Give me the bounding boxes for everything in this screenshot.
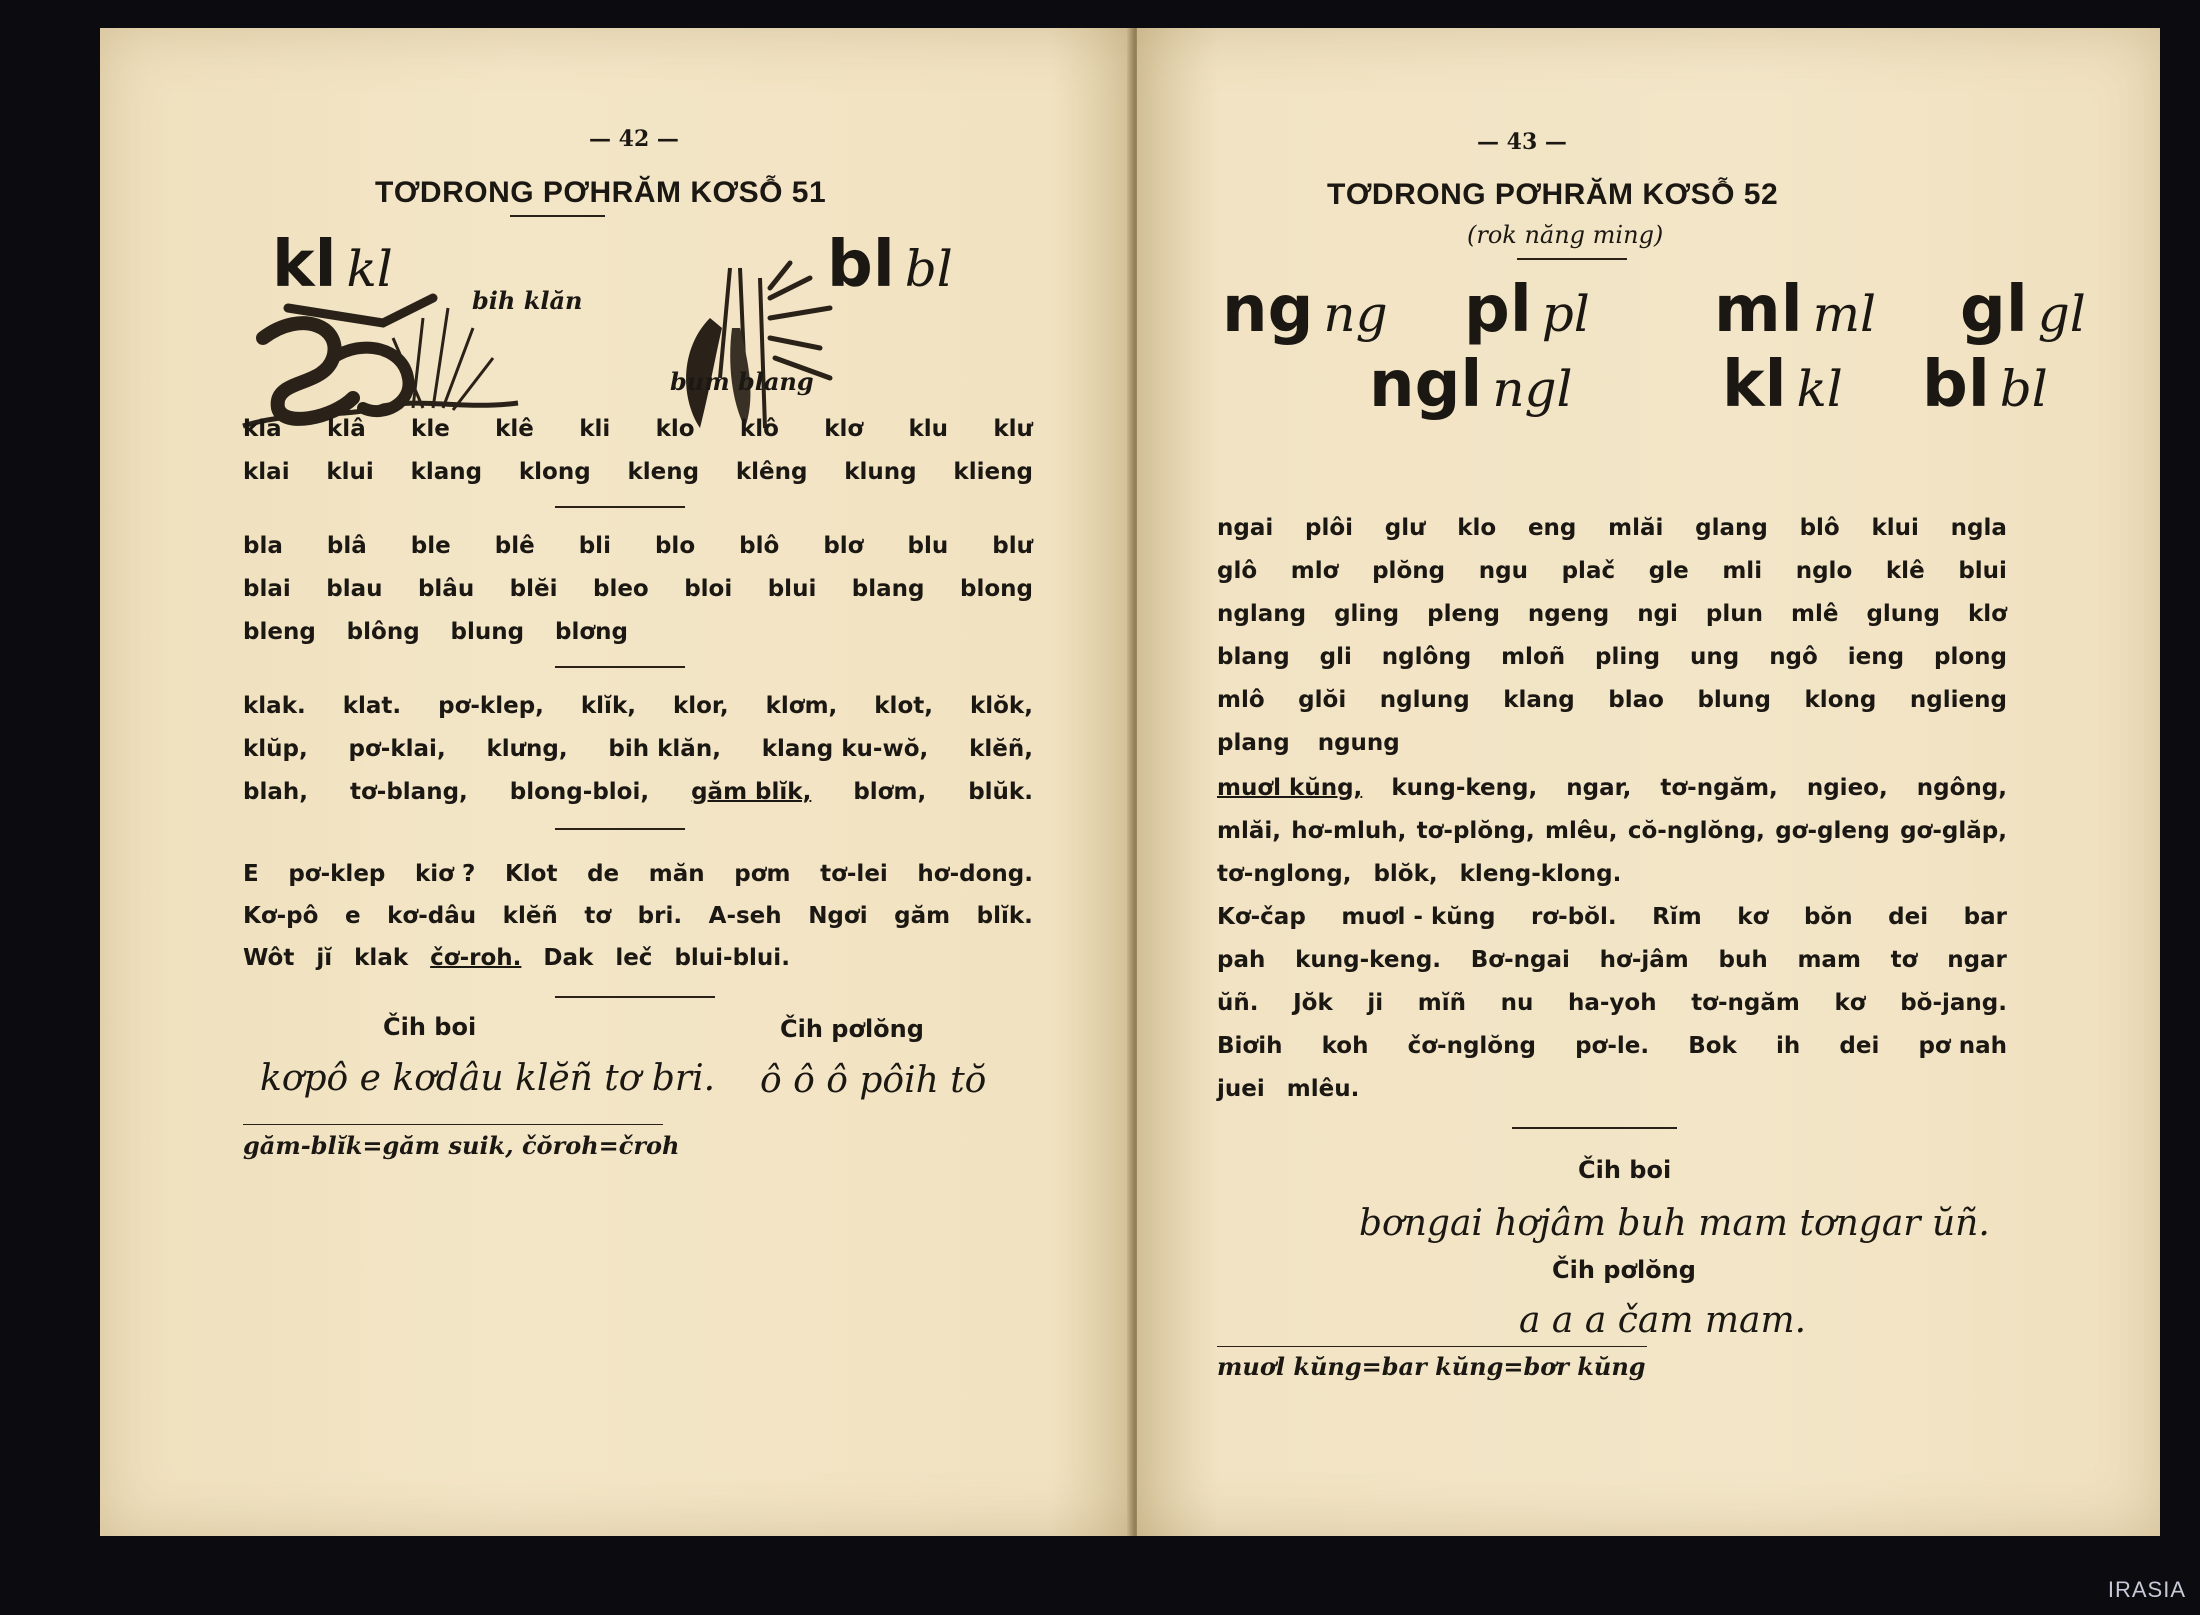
caption-bum-blang: bum blang — [670, 367, 814, 396]
syllable-row: glô mlơ plŏng ngu plač gle mli nglo klê blui — [1217, 558, 2007, 584]
letter-pair-ml: ml ml — [1714, 273, 1877, 347]
title-rule — [1517, 258, 1627, 260]
letter-pair-kl: kl kl — [1722, 348, 1843, 422]
sentence-line: juei mlêu. — [1217, 1076, 1360, 1102]
lesson-title: TƠDRONG PƠHRĂM KƠSỖ 51 — [375, 176, 827, 209]
section-rule — [555, 506, 685, 508]
syllable-row: plang ngung — [1217, 730, 1400, 756]
word-row: klak. klat. pơ-klep, klĭk, klor, klơm, klot, klŏk, — [243, 693, 1033, 719]
page-number: — 43 — — [1477, 129, 1567, 155]
book-spread — [100, 28, 2160, 1536]
syllable-row: mlô glŏi nglung klang blao blung klong nglieng — [1217, 687, 2007, 713]
word-row: muơl kŭng, kung-keng, ngar, tơ-ngăm, ngieo, ngông, — [1217, 775, 2007, 801]
sentence-line: Biơih koh čơ-nglŏng pơ-le. Bok ih dei pơ nah — [1217, 1033, 2007, 1059]
sentence-line: ŭñ. Jŏk ji mĭñ nu ha-yoh tơ-ngăm kơ bŏ-jang. — [1217, 990, 2007, 1016]
letter-pair-bl: bl bl — [827, 228, 953, 302]
handwriting-sentence: kơpô e kơdâu klĕñ tơ bri. — [260, 1058, 716, 1099]
word-row: mlăi, hơ-mluh, tơ-plŏng, mlêu, cŏ-nglŏng, gơ-gleng gơ-glăp, — [1217, 818, 2007, 844]
syllable-row: blai blau blâu blĕi bleo bloi blui blang blong — [243, 576, 1033, 602]
syllable-row: blang gli nglông mloñ pling ung ngô ieng plong — [1217, 644, 2007, 670]
section-rule — [555, 996, 715, 998]
syllable-row: bla blâ ble blê bli blo blô blơ blu blư — [243, 533, 1033, 559]
word-row: tơ-nglong, blŏk, kleng-klong. — [1217, 861, 1622, 887]
watermark: IRASIA — [2107, 1577, 2186, 1602]
letter-pair-pl: pl pl — [1464, 273, 1590, 347]
letter-pair-gl: gl gl — [1960, 273, 2086, 347]
handwriting-practice: ô ô ô pôih tŏ — [760, 1060, 987, 1101]
cih-boi-label: Čih boi — [383, 1013, 477, 1041]
sentence-line: Wôt jĭ klak čơ-roh. Dak leč blui-blui. — [243, 945, 790, 971]
section-rule — [555, 666, 685, 668]
letter-pair-ngl: ngl ngl — [1369, 348, 1573, 422]
footnote-rule — [1217, 1346, 1647, 1347]
sentence-line: pah kung-keng. Bơ-ngai hơ-jâm buh mam tơ ngar — [1217, 947, 2007, 973]
handwriting-sentence: bơngai hơjâm buh mam tơngar ŭñ. — [1359, 1203, 1990, 1244]
sentence-line: Kơ-čap muơl - kŭng rơ-bŏl. Rĭm kơ bŏn dei bar — [1217, 904, 2007, 930]
syllable-row: nglang gling pleng ngeng ngi plun mlê glung klơ — [1217, 601, 2007, 627]
syllable-row: klai klui klang klong kleng klêng klung klieng — [243, 459, 1033, 485]
letter-pair-kl: kl kl — [272, 228, 393, 302]
lesson-title: TƠDRONG PƠHRĂM KƠSỖ 52 — [1327, 178, 1779, 211]
cih-polong-label: Čih pơlŏng — [1552, 1256, 1696, 1284]
syllable-row: ngai plôi glư klo eng mlăi glang blô klui ngla — [1217, 515, 2007, 541]
syllable-row: kla klâ kle klê kli klo klô klơ klu klư — [243, 416, 1033, 442]
cassava-illustration — [660, 258, 840, 433]
underlined-word: čơ-roh. — [430, 945, 522, 971]
sentence-line: Kơ-pô e kơ-dâu klĕñ tơ bri. A-seh Ngơi găm blĭk. — [243, 903, 1033, 929]
letter-pair-bl: bl bl — [1922, 348, 2048, 422]
footnote: găm-blĭk=găm suik, čŏroh=čroh — [243, 1131, 680, 1160]
underlined-word: găm blĭk, — [691, 779, 812, 805]
handwriting-practice: a a a čam mam. — [1519, 1300, 1807, 1341]
right-page — [1137, 28, 2160, 1536]
section-rule — [1512, 1127, 1677, 1129]
left-page — [100, 28, 1133, 1536]
cih-boi-label: Čih boi — [1578, 1156, 1672, 1184]
page-number: — 42 — — [589, 126, 679, 152]
word-row: klŭp, pơ-klai, klưng, bih klăn, klang ku-wŏ, klĕñ, — [243, 736, 1033, 762]
syllable-row: bleng blông blung blơng — [243, 619, 628, 645]
cih-polong-label: Čih pơlŏng — [780, 1015, 924, 1043]
footnote: muơl kŭng=bar kŭng=bơr kŭng — [1217, 1352, 1646, 1381]
caption-bih-klan: bih klăn — [472, 286, 583, 315]
footnote-rule — [243, 1124, 663, 1125]
title-rule — [510, 215, 605, 217]
underlined-word: muơl kŭng, — [1217, 775, 1363, 801]
sentence-line: E pơ-klep kiơ ? Klot de măn pơm tơ-lei hơ-dong. — [243, 861, 1033, 887]
section-rule — [555, 828, 685, 830]
word-row: blah, tơ-blang, blong-bloi, găm blĭk, blơm, blŭk. — [243, 779, 1033, 805]
letter-pair-ng: ng ng — [1222, 273, 1388, 347]
lesson-subtitle: (rok năng ming) — [1467, 221, 1664, 249]
